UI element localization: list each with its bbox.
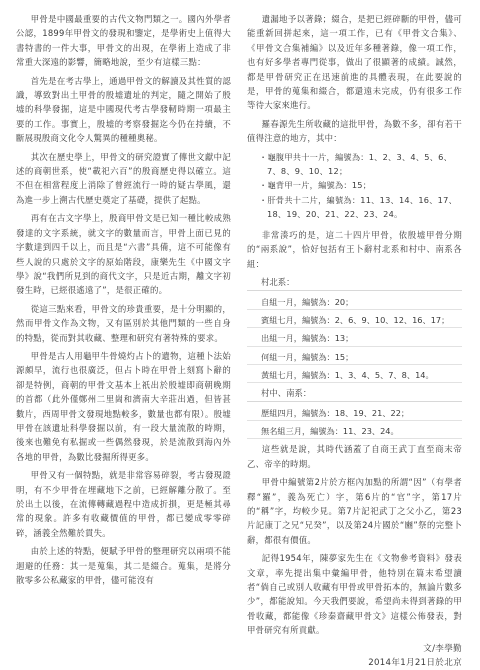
list-item: ・龜背甲一片，編號為：15； <box>259 180 372 191</box>
group-item: 賓組七月，編號為：2、6、9、10、12、16、17； <box>247 313 462 328</box>
body-paragraph: 再有在古文字學上，殷商甲骨文是已知一種比較成熟發達的文字系統，就文字的數量而言，甲骨上面已見的字數達到四千以上，而且是“六書”具備，這不可能像有些人說的只處於文字的原始階段，康樂先生《中國文字學》說“我們所見到的商代文字，只是近古期，離文字初發生時，已經很遙遠了”，是很正確的。 <box>16 213 231 296</box>
group-item: 無名組三月，編號為：11、23、24。 <box>247 424 462 439</box>
group-item: 出組一月，編號為：13； <box>247 331 462 346</box>
body-paragraph: 甲骨是古人用龜甲牛骨燒灼占卜的遺物，這種卜法始源頗早，流行也很廣泛，但占卜時在甲骨上刻寫卜辭的卻是特例，商朝的甲骨文基本上祇出於殷墟即商朝晚期的首都（此外僅鄭州二里崗和濟南大辛莊出過，但皆甚數片，西周甲骨文發現地點較多，數量也都有限）。殷墟甲骨在該遺址科學發掘以前，有一段大量流散的時期，後來也難免有私掘或一些偶然發現，於是流散到海內外各地的甲骨，為數比發掘所得更多。 <box>16 350 231 462</box>
body-paragraph: 非常湊巧的是，這二十四片甲骨，依殷墟甲骨分期的“兩系說”，恰好包括有王卜辭村北系和村中、南系各組： <box>247 229 462 269</box>
right-column <box>247 12 462 670</box>
signature-date: 2014年1月21日於北京 <box>368 658 462 669</box>
group-heading: 村北系： <box>247 275 462 291</box>
body-paragraph: 其次在歷史學上，甲骨文的研究證實了傳世文獻中記述的商朝世系，使“載祀六百”的殷商歷史得以確立。這不但在相當程度上消除了曾經流行一時的疑古學風，還為進一步上溯古代歷史奠定了基礎，提供了起點。 <box>16 151 231 205</box>
period-group-central-south <box>247 386 462 439</box>
bone-type-list <box>247 150 462 222</box>
list-item: ・龜腹甲共十一片，編號為：1、2、3、4、5、6、7、8、9、10、12； <box>259 151 453 177</box>
body-paragraph: 甲骨是中國最重要的古代文物門類之一。國內外學者公認，1899年甲骨文的發現和鑒定，是學術史上值得大書特書的一件大事，甲骨文的出現，在學術上造成了非常重大深遠的影響，簡略地說，至少有這樣三點： <box>16 14 231 68</box>
group-item: 自組一月，編號為：20； <box>247 295 462 310</box>
left-column <box>16 12 231 591</box>
body-paragraph: 羅春源先生所收藏的這批甲骨，為數不多，卻有若干值得注意的地方，其中： <box>247 118 462 144</box>
body-paragraph: 這些就是說，其時代涵蓋了自商王武丁直至商末帝乙、帝辛的時期。 <box>247 444 462 469</box>
period-group-north <box>247 275 462 383</box>
body-paragraph: 由於上述的特點，便賦予甲骨的整理研究以兩項不能迴避的任務：其一是蒐集，其二是綴合。蒐集，是將分散零多公私藏家的甲骨，儘可能沒有 <box>16 546 231 586</box>
group-heading: 村中、南系： <box>247 386 462 402</box>
body-paragraph: 記得1954年，陳夢家先生在《文物參考資料》發表文章，率先提出集中彙編甲骨，他特別在篇末希望讀者“倘自己或別人收藏有甲骨或甲骨拓本的，無論片數多少”，都能說知。今天我們要說，希望尚未得到著錄的甲骨收藏，都能像《珍秦齋藏甲骨文》這樣公佈發表，對甲骨研究有所貢獻。 <box>247 553 462 636</box>
group-item: 何組一月，編號為：15； <box>247 350 462 365</box>
author-signature: 文/李學勤 <box>423 643 462 654</box>
list-item: ・肝骨共十二片，編號為：11、13、14、16、17、18、19、20、21、22、23、24。 <box>259 194 458 220</box>
body-paragraph: 遺漏地予以著錄；綴合，是把已經碎斷的甲骨，儘可能重新回拼起來，這一項工作，已有《甲骨文合集》、《甲骨文合集補編》以及近年多種著錄，像一項工作，也有好多學者專門從事，做出了很顯著的成績。誠然，都是甲骨研究正在迅速前進的具體表現，在此要說的是，甲骨的蒐集和綴合，都還遠未完成，仍有很多工作等待大家來進行。 <box>247 14 462 111</box>
group-item: 歷組四月，編號為：18、19、21、22； <box>247 406 462 421</box>
body-paragraph: 甲骨又有一個特點，就是非常容易碎裂，考古發現證明，有不少甲骨在埋藏地下之前，已經解離分散了。至於出土以後，在流傳轉藏過程中造成折損，更是極其尋常的現象。許多有收藏價值的甲骨，都已變成零零碎碎，涵義全然難於貫失。 <box>16 470 231 538</box>
group-item: 黃組七月，編號為：1、3、4、5、7、8、14。 <box>247 368 462 383</box>
body-paragraph: 甲骨中編號第2片於方框內加點的所謂“因”（有學者釋“羅”，義為死亡）字，第6片的“官”字，第17片的“稱”字，均較少見。第7片記祀武丁之父小乙，第23片記康丁之兄“兄癸”，以及第24片國於“豳”祭的完整卜辭，都很有價值。 <box>247 477 462 545</box>
body-paragraph: 從這三點來看，甲骨文的珍貴重要，是十分明顯的，然而甲骨文作為文物，又有區別於其他門類的一些自身的特點，從而對其收藏、整理和研究有著特殊的要求。 <box>16 303 231 343</box>
body-paragraph: 首先是在考古學上，通過甲骨文的解讀及其性質的認識，導致對出土甲骨的殷墟遺址的判定，隨之開始了殷墟的科學發掘，這是中國現代考古學發軔時期一項最主要的工作。事實上，殷墟的考察發掘迄今仍在持續，不斷展現殷商文化令人驚異的種種奧秘。 <box>16 75 231 144</box>
